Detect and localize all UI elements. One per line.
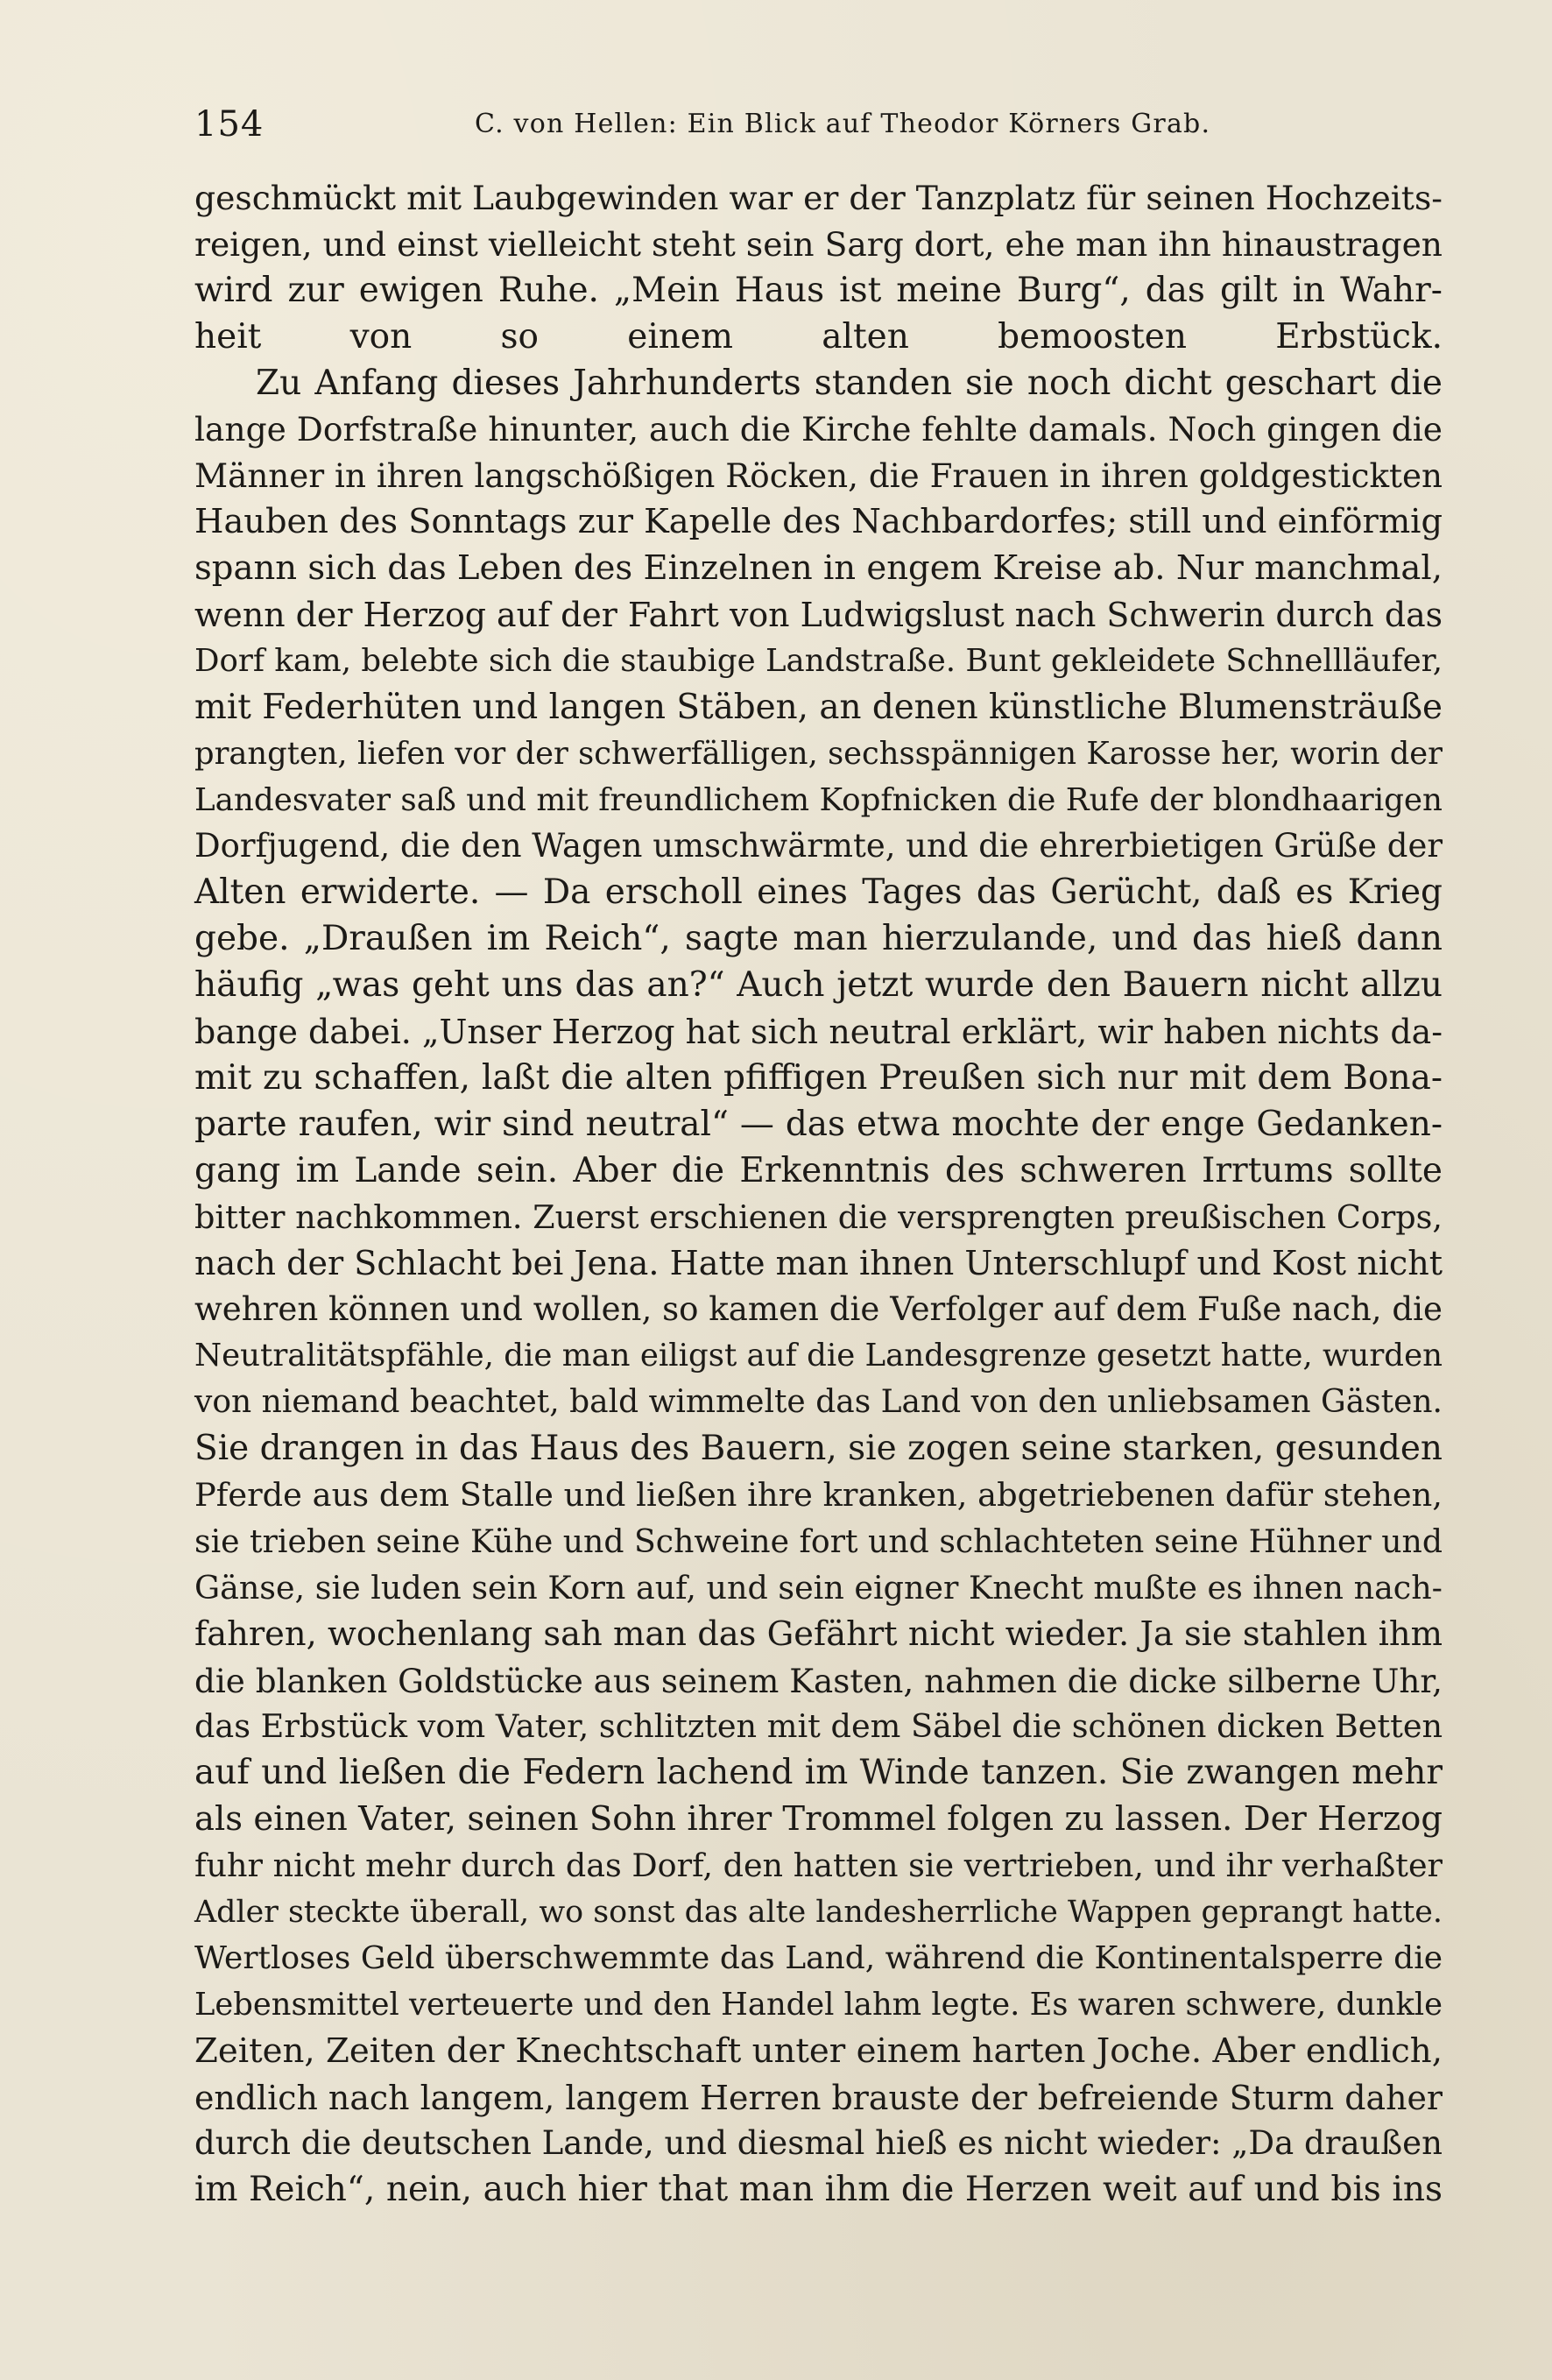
text-line: mit zu schaffen, laßt die alten pfiffigen Preußen sich nur mit dem Bona- — [194, 1057, 1443, 1098]
text-line: lange Dorfstraße hinunter, auch die Kirche fehlte damals. Noch gingen die — [194, 410, 1443, 449]
text-line: die blanken Goldstücke aus seinem Kasten, nahmen die dicke silberne Uhr, — [194, 1661, 1443, 1700]
text-line: Adler steckte überall, wo sonst das alte landesherrliche Wappen geprangt hatte. — [194, 1894, 1443, 1930]
text-line: Hauben des Sonntags zur Kapelle des Nachbardorfes; still und einförmig — [194, 502, 1443, 542]
text-line: fahren, wochenlang sah man das Gefährt nicht wieder. Ja sie stahlen ihm — [194, 1614, 1443, 1654]
text-line: Lebensmittel verteuerte und den Handel lahm legte. Es waren schwere, dunkle — [194, 1986, 1443, 2023]
text-line: Dorf kam, belebte sich die staubige Landstraße. Bunt gekleidete Schnellläufer, — [194, 642, 1443, 679]
text-line: endlich nach langem, langem Herren brauste der befreiende Sturm daher — [194, 2078, 1443, 2117]
text-line: Neutralitätspfähle, die man eiligst auf die Landesgrenze gesetzt hatte, wurden — [194, 1338, 1443, 1374]
text-line: geschmückt mit Laubgewinden war er der Tanzplatz für seinen Hochzeits- — [194, 179, 1443, 217]
text-line: gebe. „Draußen im Reich“, sagte man hierzulande, und das hieß dann — [194, 919, 1443, 959]
text-line: auf und ließen die Federn lachend im Winde tanzen. Sie zwangen mehr — [194, 1753, 1443, 1793]
text-line: Alten erwiderte. — Da erscholl eines Tages das Gerücht, daß es Krieg — [194, 872, 1443, 913]
text-line: wird zur ewigen Ruhe. „Mein Haus ist meine Burg“, das gilt in Wahr- — [194, 270, 1443, 310]
running-title: C. von Hellen: Ein Blick auf Theodor Körners Grab. — [475, 109, 1211, 139]
text-line: bitter nachkommen. Zuerst erschienen die versprengten preußischen Corps, — [194, 1197, 1443, 1236]
text-line: reigen, und einst vielleicht steht sein Sarg dort, ehe man ihn hinaustragen — [194, 224, 1443, 264]
text-line: nach der Schlacht bei Jena. Hatte man ihnen Unterschlupf und Kost nicht — [194, 1244, 1443, 1283]
text-line: Dorfjugend, die den Wagen umschwärmte, und die ehrerbietigen Grüße der — [194, 827, 1443, 865]
text-line: Gänse, sie luden sein Korn auf, und sein eigner Knecht mußte es ihnen nach- — [194, 1568, 1443, 1607]
text-line: durch die deutschen Lande, und diesmal hieß es nicht wieder: „Da draußen — [194, 2124, 1443, 2163]
text-line: im Reich“, nein, auch hier that man ihm die Herzen weit auf und bis ins — [194, 2170, 1443, 2210]
text-line: von niemand beachtet, bald wimmelte das Land von den unliebsamen Gästen. — [194, 1384, 1443, 1421]
text-line: Zeiten, Zeiten der Knechtschaft unter einem harten Joche. Aber endlich, — [194, 2030, 1443, 2071]
text-line: bange dabei. „Unser Herzog hat sich neutral erklärt, wir haben nichts da- — [194, 1013, 1443, 1052]
text-line: Wertloses Geld überschwemmte das Land, während die Kontinentalsperre die — [194, 1939, 1443, 1976]
text-line: als einen Vater, seinen Sohn ihrer Trommel folgen zu lassen. Der Herzog — [194, 1799, 1443, 1840]
text-line: Landesvater saß und mit freundlichem Kopfnicken die Rufe der blondhaarigen — [194, 781, 1443, 818]
text-line: sie trieben seine Kühe und Schweine fort und schlachteten seine Hühner und — [194, 1522, 1443, 1560]
text-line: häufig „was geht uns das an?“ Auch jetzt wurde den Bauern nicht allzu — [194, 965, 1443, 1006]
text-line: mit Federhüten und langen Stäben, an denen künstliche Blumensträuße — [194, 687, 1443, 727]
text-line: prangten, liefen vor der schwerfälligen, sechsspännigen Karosse her, worin der — [194, 735, 1443, 772]
running-head — [194, 98, 1443, 151]
text-line: Zu Anfang dieses Jahrhunderts standen sie noch dicht geschart die — [256, 363, 1443, 403]
text-line: das Erbstück vom Vater, schlitzten mit dem Säbel die schönen dicken Betten — [194, 1707, 1443, 1746]
text-line: Sie drangen in das Haus des Bauern, sie zogen seine starken, gesunden — [194, 1429, 1443, 1469]
text-line: parte raufen, wir sind neutral“ — das etwa mochte der enge Gedanken- — [194, 1104, 1443, 1144]
text-line: Männer in ihren langschößigen Röcken, die Frauen in ihren goldgestickten — [194, 456, 1443, 496]
text-line: gang im Lande sein. Aber die Erkenntnis des schweren Irrtums sollte — [194, 1150, 1443, 1190]
paragraph — [194, 361, 1443, 2214]
text-line: Pferde aus dem Stalle und ließen ihre kranken, abgetriebenen dafür stehen, — [194, 1475, 1443, 1514]
text-line: wehren können und wollen, so kamen die Verfolger auf dem Fuße nach, die — [194, 1290, 1443, 1329]
body-text — [194, 175, 1443, 2214]
text-line: wenn der Herzog auf der Fahrt von Ludwigslust nach Schwerin durch das — [194, 596, 1443, 635]
text-line: heit von so einem alten bemoosten Erbstück. — [194, 316, 1443, 357]
paragraph — [194, 175, 1443, 361]
text-line: fuhr nicht mehr durch das Dorf, den hatten sie vertrieben, und ihr verhaßter — [194, 1847, 1443, 1885]
page-number: 154 — [194, 104, 265, 145]
text-line: spann sich das Leben des Einzelnen in engem Kreise ab. Nur manchmal, — [194, 548, 1443, 589]
